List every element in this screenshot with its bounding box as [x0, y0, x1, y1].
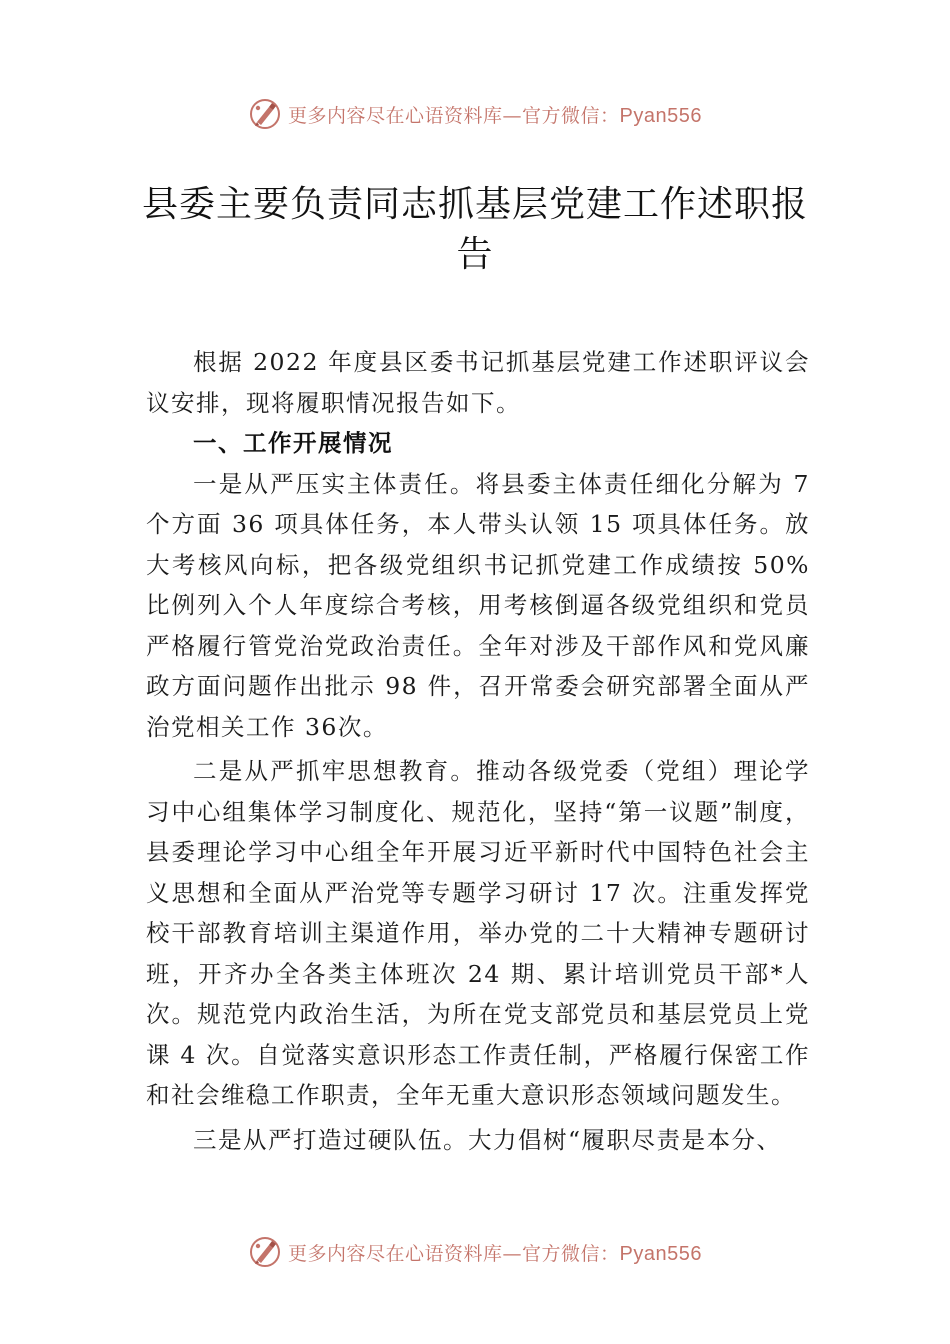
watermark-caption: 更多内容尽在心语资料库—官方微信：: [288, 1242, 620, 1265]
watermark-handle: Pyan556: [619, 1242, 702, 1265]
watermark-caption: 更多内容尽在心语资料库—官方微信：: [288, 104, 620, 127]
watermark-handle: Pyan556: [619, 104, 702, 127]
watermark-text: [288, 101, 702, 128]
intro-paragraph: 根据 2022 年度县区委书记抓基层党建工作述职评议会议安排，现将履职情况报告如下。: [146, 348, 810, 417]
watermark-text: [288, 1239, 702, 1266]
document-title: 县委主要负责同志抓基层党建工作述职报告: [141, 184, 808, 275]
document-body: [146, 342, 810, 1160]
pen-nib-logo-icon: [248, 1235, 282, 1269]
paragraph-3: 三是从严打造过硬队伍。大力倡树“履职尽责是本分、: [193, 1125, 782, 1154]
watermark-footer: [0, 1232, 950, 1272]
paragraph-1: 一是从严压实主体责任。将县委主体责任细化分解为 7 个方面 36 项具体任务，本人带头认领 15 项具体任务。放大考核风向标，把各级党组织书记抓党建工作成绩按 50%比例列入个人年度综合考核，用考核倒逼各级党组织和党员严格履行管党治党政治责任。全年对涉及干部作风和党风廉政方面问题作出批示 98 件，召开常委会研究部署全面从严治党相关工作 36次。: [146, 469, 810, 741]
paragraph-2: 二是从严抓牢思想教育。推动各级党委（党组）理论学习中心组集体学习制度化、规范化，坚持“第一议题”制度，县委理论学习中心组全年开展习近平新时代中国特色社会主义思想和全面从严治党等专题学习研讨 17 次。注重发挥党校干部教育培训主渠道作用，举办党的二十大精神专题研讨班，开齐办全各类主体班次 24 期、累计培训党员干部*人次。规范党内政治生活，为所在党支部党员和基层党员上党课 4 次。自觉落实意识形态工作责任制，严格履行保密工作和社会维稳工作职责，全年无重大意识形态领域问题发生。: [146, 757, 810, 1109]
section-heading: 一、工作开展情况: [193, 429, 393, 457]
pen-nib-logo-icon: [248, 97, 282, 131]
watermark-header: [0, 94, 950, 134]
